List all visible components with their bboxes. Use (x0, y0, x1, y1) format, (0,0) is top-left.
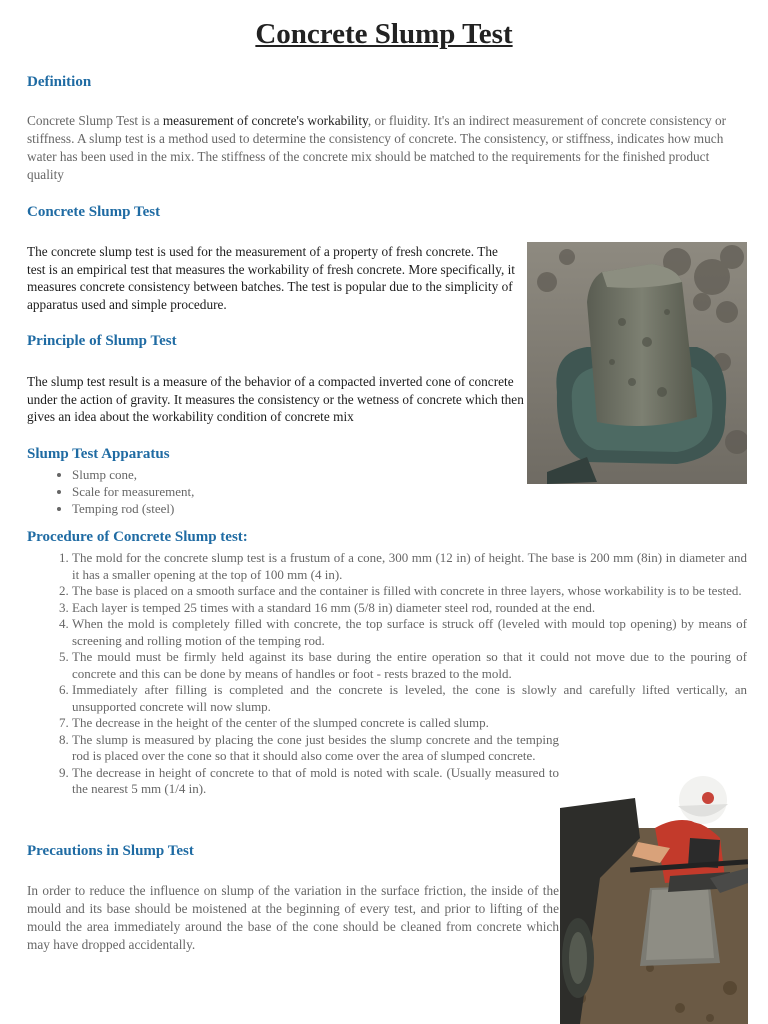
definition-emphasis: measurement of concrete's workability (162, 113, 368, 128)
slump-test-heading: Concrete Slump Test (27, 204, 161, 220)
definition-text-end: , or fluidity. It's an indirect measurement of concrete consistency or stiffness. A slump test is a method used to determine the consistency of concrete. The consistency, or stiffness, indicates how much water has been used in the mix. The stiffness of the concrete mix should be matched to the requirements for the finished product quality (27, 113, 727, 182)
precautions-text: In order to reduce the influence on slump of the variation in the surface friction, the inside of the mould and its base should be moistened at the beginning of every test, and prior to lifting of the mould the area immediately around the base of the cone should be cleaned from concrete which may have dropped accidentally. (27, 883, 559, 952)
procedure-step: 7. The decrease in the height of the center of the slumped concrete is called slump. (72, 715, 747, 732)
apparatus-item: • Scale for measurement, (72, 483, 194, 500)
procedure-step: 1. The mold for the concrete slump test is a frustum of a cone, 300 mm (12 in) of height. The base is 200 mm (8in) in diameter and it has a smaller opening at the top of 100 mm (4 in). (72, 550, 747, 583)
apparatus-item: • Slump cone, (72, 466, 194, 483)
apparatus-item: • Temping rod (steel) (72, 500, 194, 517)
principle-heading: Principle of Slump Test (27, 333, 177, 349)
procedure-step: 2. The base is placed on a smooth surface and the container is filled with concrete in three layers, whose workability is to be tested. (72, 583, 747, 600)
precautions-heading: Precautions in Slump Test (27, 843, 194, 859)
definition-text-start: Concrete Slump Test is a (27, 113, 163, 128)
slump-cone-photo-image (527, 242, 747, 484)
procedure-step: 4. When the mold is completely filled with concrete, the top surface is struck off (leveled with mould top opening) by means of screening and rolling motion of the temping rod. (72, 616, 747, 649)
slump-test-text: The concrete slump test is used for the measurement of a property of fresh concrete. The test is an empirical test that measures the workability of fresh concrete. More specifically, it measures concrete consistency between batches. The test is popular due to the simplicity of apparatus used and simple procedure. (27, 244, 515, 312)
page-title: Concrete Slump Test (255, 18, 513, 50)
procedure-steps (27, 550, 747, 798)
apparatus-list (48, 466, 194, 517)
principle-text: The slump test result is a measure of the behavior of a compacted inverted cone of concrete under the action of gravity. It measures the consistency or the wetness of concrete which then gives an idea about the workability condition of concrete mix (27, 374, 524, 424)
definition-text (27, 112, 732, 184)
procedure-step: 6. Immediately after filling is completed and the concrete is leveled, the cone is slowly and carefully lifted vertically, an unsupported concrete will now slump. (72, 682, 747, 715)
slump-cone-photo (527, 242, 747, 484)
worker-photo (560, 768, 748, 1024)
procedure-heading: Procedure of Concrete Slump test: (27, 529, 248, 545)
apparatus-heading: Slump Test Apparatus (27, 446, 170, 462)
definition-heading: Definition (27, 74, 92, 90)
procedure-step: 9. The decrease in height of concrete to that of mold is noted with scale. (Usually measured to the nearest 5 mm (1/4 in). (72, 765, 559, 798)
procedure-step: 3. Each layer is temped 25 times with a standard 16 mm (5/8 in) diameter steel rod, rounded at the end. (72, 600, 747, 617)
procedure-step: 5. The mould must be firmly held against its base during the entire operation so that it could not move due to the pouring of concrete and this can be done by means of handles or foot - rests brazed to the mold. (72, 649, 747, 682)
worker-photo-image (560, 768, 748, 1024)
procedure-step: 8. The slump is measured by placing the cone just besides the slump concrete and the temping rod is placed over the cone so that it should also come over the area of slumped concrete. (72, 732, 559, 765)
